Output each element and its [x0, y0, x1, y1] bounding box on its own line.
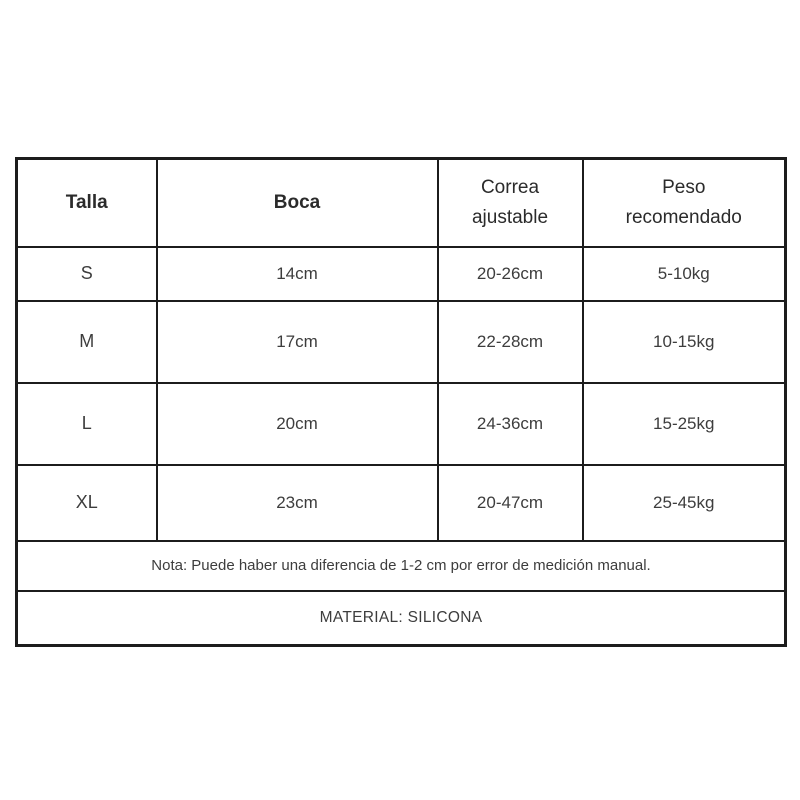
- boca-value: 14cm: [157, 247, 438, 301]
- column-header-correa-label: Correa ajustable: [471, 177, 549, 228]
- column-header-talla: Talla: [17, 159, 157, 247]
- boca-value: 23cm: [157, 465, 438, 541]
- peso-value: 10-15kg: [583, 301, 786, 383]
- column-header-boca: Boca: [157, 159, 438, 247]
- peso-value: 5-10kg: [583, 247, 786, 301]
- table-row-size-xl: [17, 465, 786, 541]
- correa-value: 20-47cm: [438, 465, 583, 541]
- material-row: [17, 591, 786, 646]
- size-chart-table: [15, 157, 787, 647]
- note-row: [17, 541, 786, 591]
- peso-value: 15-25kg: [583, 383, 786, 465]
- header-row: [17, 159, 786, 247]
- correa-value: 20-26cm: [438, 247, 583, 301]
- column-header-peso-recomendado: [583, 159, 786, 247]
- boca-value: 20cm: [157, 383, 438, 465]
- correa-value: 22-28cm: [438, 301, 583, 383]
- table-row-size-s: [17, 247, 786, 301]
- column-header-correa-ajustable: [438, 159, 583, 247]
- correa-value: 24-36cm: [438, 383, 583, 465]
- size-label: XL: [17, 465, 157, 541]
- measurement-note-text: Nota: Puede haber una diferencia de 1-2 cm por error de medición manual.: [17, 541, 786, 591]
- column-header-peso-label: Peso recomendado: [625, 177, 742, 228]
- boca-value: 17cm: [157, 301, 438, 383]
- table-row-size-m: [17, 301, 786, 383]
- size-label: L: [17, 383, 157, 465]
- peso-value: 25-45kg: [583, 465, 786, 541]
- size-label: S: [17, 247, 157, 301]
- material-text: MATERIAL: SILICONA: [17, 591, 786, 646]
- table-row-size-l: [17, 383, 786, 465]
- size-label: M: [17, 301, 157, 383]
